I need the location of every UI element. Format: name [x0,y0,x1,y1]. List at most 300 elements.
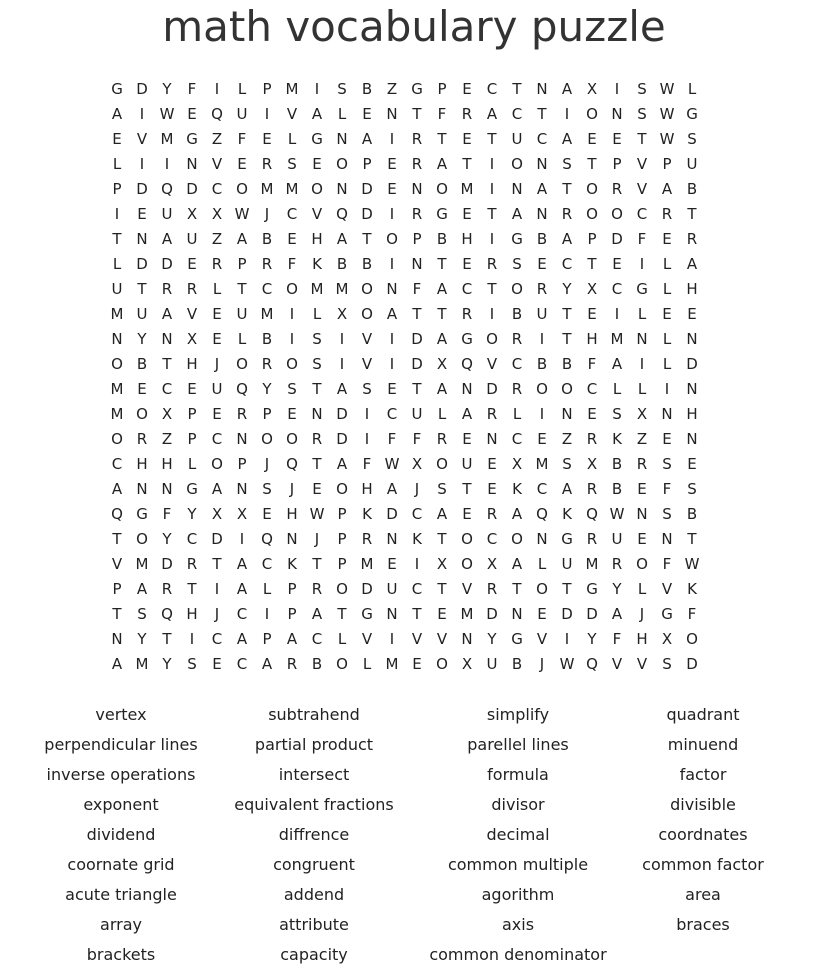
grid-letter: N [111,330,123,348]
grid-letter: T [162,630,172,648]
grid-letter: L [537,555,547,573]
grid-letter: Q [261,530,273,548]
grid-letter: E [187,105,197,123]
word-list-item: equivalent fractions [234,795,394,814]
grid-letter: J [539,655,545,673]
grid-row [112,577,717,602]
grid-letter: J [414,480,420,498]
grid-letter: L [212,280,222,298]
grid-letter: E [687,455,697,473]
grid-letter: O [136,530,148,548]
grid-letter: N [536,155,548,173]
grid-letter: B [511,305,523,323]
grid-row [111,552,717,577]
grid-letter: W [159,105,175,123]
grid-letter: N [611,105,623,123]
grid-letter: X [586,280,598,298]
grid-letter: A [311,605,323,623]
grid-letter: A [236,230,248,248]
grid-letter: S [287,155,297,173]
grid-letter: L [287,130,297,148]
grid-letter: N [311,405,323,423]
grid-letter: F [287,255,297,273]
grid-letter: O [236,355,248,373]
grid-letter: P [237,455,247,473]
grid-letter: S [287,380,297,398]
grid-letter: O [386,230,398,248]
grid-letter: I [289,330,295,348]
grid-letter: G [111,80,123,98]
grid-letter: B [261,330,273,348]
grid-letter: F [612,630,622,648]
grid-letter: O [336,155,348,173]
grid-letter: I [139,105,145,123]
grid-letter: I [389,205,395,223]
grid-letter: K [612,430,622,448]
grid-letter: R [286,655,298,673]
grid-letter: N [636,505,648,523]
grid-letter: D [561,605,573,623]
grid-letter: T [562,305,572,323]
grid-letter: N [336,130,348,148]
grid-letter: I [339,355,345,373]
grid-letter: T [512,80,522,98]
grid-letter: A [111,655,123,673]
grid-letter: X [586,80,598,98]
grid-letter: J [314,530,320,548]
word-list-item: partial product [254,735,374,754]
grid-letter: E [612,255,622,273]
grid-row [110,302,717,327]
grid-letter: V [186,305,198,323]
grid-letter: R [511,330,523,348]
grid-letter: X [161,405,173,423]
grid-row [111,502,717,527]
grid-letter: B [686,505,698,523]
grid-letter: E [212,305,222,323]
grid-letter: U [486,655,498,673]
grid-letter: I [239,530,245,548]
grid-letter: D [136,180,148,198]
grid-letter: T [187,580,197,598]
grid-letter: C [186,530,198,548]
grid-letter: V [611,655,623,673]
grid-letter: E [487,480,497,498]
grid-letter: X [436,555,448,573]
grid-letter: X [461,655,473,673]
grid-letter: T [487,130,497,148]
grid-letter: N [411,180,423,198]
grid-letter: L [312,305,322,323]
grid-letter: H [311,230,323,248]
grid-row [111,477,717,502]
grid-letter: E [437,605,447,623]
grid-letter: I [639,255,645,273]
grid-letter: Y [162,530,172,548]
grid-letter: C [636,205,648,223]
grid-letter: P [337,505,347,523]
grid-letter: X [236,505,248,523]
grid-letter: S [312,330,322,348]
word-list-item: acute triangle [65,885,177,904]
grid-letter: W [384,455,400,473]
grid-letter: D [386,505,398,523]
grid-letter: V [636,180,648,198]
grid-row [110,402,717,427]
word-list-item: congruent [273,855,355,874]
grid-letter: M [535,455,549,473]
grid-letter: O [511,280,523,298]
grid-letter: T [637,130,647,148]
grid-letter: Z [211,130,223,148]
grid-letter: A [436,505,448,523]
grid-letter: R [236,405,248,423]
grid-letter: V [311,205,323,223]
grid-letter: O [486,330,498,348]
grid-letter: L [237,80,247,98]
grid-letter: U [461,455,473,473]
grid-letter: A [536,180,548,198]
grid-letter: G [136,505,148,523]
grid-letter: U [211,380,223,398]
grid-letter: P [112,580,122,598]
grid-letter: I [389,355,395,373]
grid-letter: I [114,205,120,223]
grid-letter: C [561,255,573,273]
grid-letter: P [612,155,622,173]
grid-row [111,452,717,477]
grid-letter: F [587,355,597,373]
grid-letter: M [110,380,124,398]
word-list-item: coornate grid [67,855,175,874]
grid-letter: A [461,405,473,423]
grid-letter: T [412,380,422,398]
word-list [0,700,828,970]
grid-letter: H [686,405,698,423]
grid-letter: A [111,480,123,498]
grid-row [112,252,717,277]
grid-letter: Y [137,630,147,648]
grid-letter: S [312,355,322,373]
grid-letter: M [385,655,399,673]
grid-letter: O [686,630,698,648]
grid-letter: R [261,155,273,173]
grid-letter: C [236,655,248,673]
word-list-item: common factor [642,855,764,874]
grid-letter: A [211,480,223,498]
word-list-item: diffrence [278,825,350,844]
grid-letter: R [561,205,573,223]
grid-letter: E [662,230,672,248]
grid-letter: L [237,330,247,348]
grid-letter: N [486,430,498,448]
grid-letter: W [559,655,575,673]
grid-letter: L [662,255,672,273]
grid-letter: L [637,580,647,598]
grid-letter: X [411,455,423,473]
word-list-item: array [100,915,142,934]
page-title: math vocabulary puzzle [162,2,666,51]
grid-letter: H [186,355,198,373]
grid-letter: B [611,480,623,498]
grid-letter: B [511,655,523,673]
grid-letter: M [335,280,349,298]
grid-letter: I [539,330,545,348]
grid-letter: O [311,180,323,198]
word-list-item: coordnates [658,825,748,844]
grid-letter: U [536,305,548,323]
grid-letter: I [614,80,620,98]
grid-letter: E [312,155,322,173]
grid-letter: W [609,505,625,523]
grid-letter: Q [286,455,298,473]
grid-letter: O [361,280,373,298]
grid-letter: U [561,555,573,573]
grid-letter: R [486,505,498,523]
grid-letter: N [386,105,398,123]
grid-letter: C [411,580,423,598]
grid-letter: N [561,405,573,423]
grid-letter: L [512,405,522,423]
grid-letter: I [164,155,170,173]
word-list-item: braces [676,915,730,934]
grid-letter: N [686,330,698,348]
grid-letter: O [286,280,298,298]
grid-letter: C [261,280,273,298]
grid-letter: H [686,280,698,298]
grid-letter: D [586,605,598,623]
grid-letter: D [186,180,198,198]
grid-letter: R [611,555,623,573]
grid-letter: L [612,380,622,398]
grid-letter: A [561,80,573,98]
grid-letter: P [337,555,347,573]
grid-letter: I [289,305,295,323]
word-list-item: common multiple [447,855,589,874]
grid-letter: Q [111,505,123,523]
grid-letter: F [362,455,372,473]
grid-letter: A [311,105,323,123]
grid-letter: A [486,105,498,123]
grid-letter: O [586,105,598,123]
grid-letter: E [612,130,622,148]
grid-letter: C [236,605,248,623]
grid-letter: L [187,455,197,473]
grid-letter: E [587,130,597,148]
grid-letter: U [186,230,198,248]
grid-letter: I [264,105,270,123]
grid-letter: N [511,605,523,623]
grid-letter: R [611,180,623,198]
letter-grid [110,77,717,677]
grid-letter: M [460,605,474,623]
grid-letter: R [311,580,323,598]
grid-letter: O [561,380,573,398]
grid-letter: W [234,205,250,223]
grid-letter: M [135,655,149,673]
grid-letter: Q [236,380,248,398]
grid-letter: A [561,230,573,248]
grid-letter: B [561,355,573,373]
grid-letter: O [636,555,648,573]
word-list-item: perpendicular lines [44,735,198,754]
grid-letter: J [264,455,270,473]
grid-letter: H [361,480,373,498]
grid-letter: B [336,255,348,273]
grid-letter: I [539,405,545,423]
grid-letter: V [436,630,448,648]
grid-letter: G [361,605,373,623]
grid-letter: Z [561,430,573,448]
grid-letter: M [110,405,124,423]
grid-letter: W [684,555,700,573]
word-list-item: addend [283,885,345,904]
grid-letter: N [536,80,548,98]
grid-row [112,127,717,152]
grid-letter: E [462,130,472,148]
grid-letter: E [587,405,597,423]
grid-letter: G [186,130,198,148]
grid-letter: L [337,105,347,123]
grid-letter: O [111,355,123,373]
grid-letter: T [437,130,447,148]
grid-letter: M [285,80,299,98]
grid-row [110,377,717,402]
grid-letter: E [187,380,197,398]
grid-letter: X [636,405,648,423]
grid-row [112,152,717,177]
grid-letter: W [659,105,675,123]
grid-letter: E [262,130,272,148]
grid-letter: G [186,480,198,498]
grid-letter: F [662,480,672,498]
grid-letter: E [662,305,672,323]
grid-letter: M [160,130,174,148]
grid-letter: A [386,480,398,498]
grid-letter: E [212,330,222,348]
grid-letter: C [211,630,223,648]
grid-letter: I [389,630,395,648]
grid-letter: D [161,255,173,273]
grid-letter: O [336,655,348,673]
grid-letter: R [486,580,498,598]
grid-letter: S [337,80,347,98]
grid-letter: C [461,280,473,298]
grid-letter: E [462,430,472,448]
grid-letter: P [262,405,272,423]
grid-letter: R [161,580,173,598]
grid-letter: E [387,180,397,198]
grid-letter: X [186,330,198,348]
grid-letter: G [411,80,423,98]
grid-letter: P [262,80,272,98]
grid-letter: I [489,305,495,323]
grid-letter: G [461,330,473,348]
grid-letter: A [436,280,448,298]
grid-letter: G [511,230,523,248]
grid-letter: E [137,380,147,398]
grid-letter: T [412,105,422,123]
grid-letter: R [586,480,598,498]
grid-letter: S [687,480,697,498]
grid-letter: T [462,480,472,498]
grid-letter: O [211,455,223,473]
grid-letter: E [287,230,297,248]
grid-letter: N [536,530,548,548]
grid-letter: B [536,355,548,373]
grid-letter: I [214,80,220,98]
grid-letter: L [112,255,122,273]
grid-letter: Q [586,655,598,673]
grid-letter: K [362,505,372,523]
grid-letter: V [661,580,673,598]
grid-letter: V [361,355,373,373]
grid-letter: J [264,205,270,223]
grid-letter: Q [586,505,598,523]
grid-letter: S [687,130,697,148]
grid-letter: M [460,180,474,198]
grid-letter: S [137,605,147,623]
grid-letter: O [336,580,348,598]
grid-letter: V [361,630,373,648]
word-list-item: divisor [491,795,545,814]
grid-letter: O [536,380,548,398]
grid-letter: P [287,580,297,598]
grid-letter: A [261,655,273,673]
grid-letter: E [587,305,597,323]
grid-letter: T [212,555,222,573]
grid-letter: T [537,105,547,123]
grid-letter: D [361,205,373,223]
grid-letter: H [161,455,173,473]
grid-letter: R [261,355,273,373]
grid-letter: P [287,605,297,623]
grid-letter: X [211,505,223,523]
grid-letter: D [486,380,498,398]
grid-letter: R [311,430,323,448]
grid-letter: I [664,380,670,398]
grid-letter: L [362,655,372,673]
grid-letter: A [561,480,573,498]
grid-letter: E [237,155,247,173]
grid-letter: D [336,430,348,448]
grid-letter: M [110,305,124,323]
word-list-item: brackets [86,945,156,964]
grid-letter: S [662,655,672,673]
grid-letter: M [285,180,299,198]
grid-letter: I [264,605,270,623]
grid-letter: C [111,455,123,473]
grid-letter: O [511,155,523,173]
grid-letter: A [611,605,623,623]
grid-letter: H [136,455,148,473]
grid-letter: O [136,405,148,423]
grid-letter: N [161,480,173,498]
grid-letter: K [287,555,297,573]
grid-row [112,602,717,627]
grid-letter: R [686,230,698,248]
grid-letter: J [214,605,220,623]
grid-letter: A [336,455,348,473]
grid-letter: N [186,155,198,173]
grid-letter: O [436,180,448,198]
grid-letter: T [437,580,447,598]
grid-letter: E [137,205,147,223]
grid-letter: D [411,355,423,373]
grid-letter: T [362,230,372,248]
grid-letter: X [486,555,498,573]
grid-letter: C [611,280,623,298]
